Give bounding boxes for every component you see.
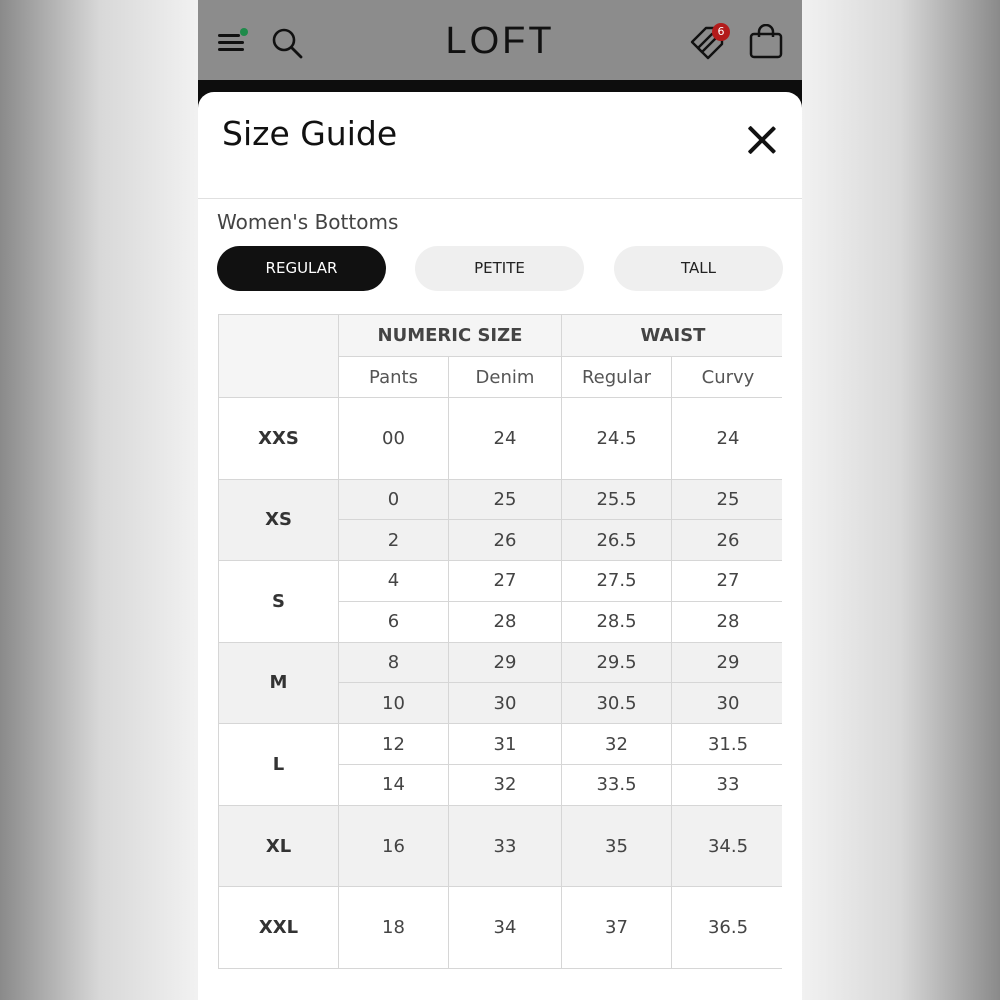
table-cell: 16: [339, 805, 449, 887]
table-cell: 37: [562, 887, 672, 969]
size-label: XXS: [219, 398, 339, 480]
table-cell: 12: [339, 724, 449, 765]
fit-tabs: [217, 246, 783, 292]
bag-icon[interactable]: [748, 24, 784, 60]
table-cell: 35: [562, 805, 672, 887]
phone-screen: [198, 0, 802, 1000]
size-table-scroll[interactable]: [218, 314, 782, 970]
table-cell: 29.5: [562, 642, 672, 683]
table-cell: 2: [339, 520, 449, 561]
tab-regular[interactable]: REGULAR: [217, 246, 386, 291]
size-label: XS: [219, 479, 339, 561]
table-cell: 18: [339, 887, 449, 969]
table-cell: 34: [449, 887, 562, 969]
tab-petite[interactable]: PETITE: [415, 246, 584, 291]
sheet-title: Size Guide: [222, 114, 398, 153]
table-corner: [219, 315, 339, 398]
table-cell: 30: [449, 683, 562, 724]
close-icon[interactable]: [744, 122, 780, 158]
table-cell: 31: [449, 724, 562, 765]
table-cell: 28.5: [562, 601, 672, 642]
table-cell: 36.5: [672, 887, 783, 969]
table-cell: 27: [449, 561, 562, 602]
header-waist: WAIST: [562, 315, 783, 357]
brand-logo[interactable]: LOFT: [445, 20, 555, 62]
table-row: [219, 479, 783, 520]
table-cell: 32: [449, 765, 562, 806]
size-label: XL: [219, 805, 339, 887]
table-row: [219, 561, 783, 602]
table-cell: 33.5: [562, 765, 672, 806]
size-label: M: [219, 642, 339, 724]
divider: [198, 198, 802, 199]
size-table: [218, 314, 782, 969]
tab-tall[interactable]: TALL: [614, 246, 783, 291]
category-subtitle: Women's Bottoms: [217, 210, 399, 234]
table-cell: 25: [672, 479, 783, 520]
table-cell: 6: [339, 601, 449, 642]
table-cell: 29: [672, 642, 783, 683]
table-row: [219, 398, 783, 480]
size-label: L: [219, 724, 339, 806]
top-nav-bar: [198, 0, 802, 82]
table-cell: 0: [339, 479, 449, 520]
table-cell: 33: [449, 805, 562, 887]
subheader-curvy: Curvy: [672, 357, 783, 398]
table-cell: 28: [672, 601, 783, 642]
table-cell: 26: [449, 520, 562, 561]
table-cell: 31.5: [672, 724, 783, 765]
table-cell: 33: [672, 765, 783, 806]
header-numeric-size: NUMERIC SIZE: [339, 315, 562, 357]
table-cell: 8: [339, 642, 449, 683]
table-cell: 24: [449, 398, 562, 480]
size-label: S: [219, 561, 339, 643]
table-row: [219, 642, 783, 683]
table-cell: 29: [449, 642, 562, 683]
table-cell: 26: [672, 520, 783, 561]
table-row: [219, 805, 783, 887]
table-cell: 26.5: [562, 520, 672, 561]
table-cell: 30.5: [562, 683, 672, 724]
table-cell: 25: [449, 479, 562, 520]
table-cell: 24: [672, 398, 783, 480]
cart-count-badge: 6: [712, 23, 730, 41]
table-cell: 27: [672, 561, 783, 602]
table-cell: 32: [562, 724, 672, 765]
table-cell: 27.5: [562, 561, 672, 602]
table-row: [219, 724, 783, 765]
table-row: [219, 887, 783, 969]
table-cell: 30: [672, 683, 783, 724]
table-cell: 24.5: [562, 398, 672, 480]
table-cell: 28: [449, 601, 562, 642]
size-guide-sheet: [198, 92, 802, 1000]
table-cell: 00: [339, 398, 449, 480]
table-cell: 14: [339, 765, 449, 806]
table-cell: 34.5: [672, 805, 783, 887]
subheader-denim: Denim: [449, 357, 562, 398]
table-cell: 25.5: [562, 479, 672, 520]
subheader-regular: Regular: [562, 357, 672, 398]
size-label: XXL: [219, 887, 339, 969]
table-cell: 4: [339, 561, 449, 602]
table-cell: 10: [339, 683, 449, 724]
subheader-pants: Pants: [339, 357, 449, 398]
